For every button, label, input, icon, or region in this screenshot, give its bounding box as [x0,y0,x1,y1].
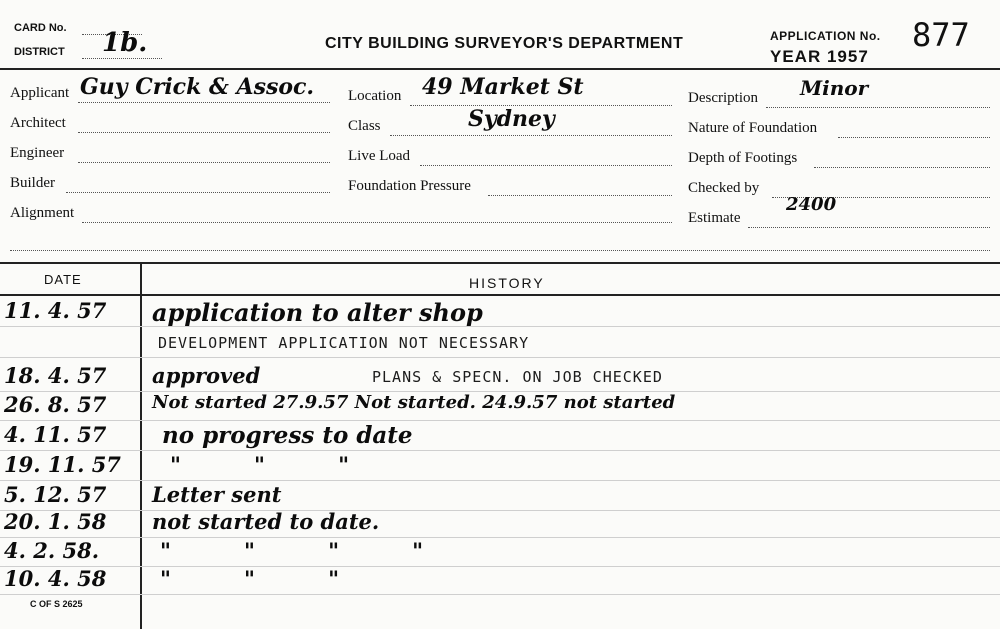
architect-line [78,132,330,133]
foundation-pressure-label: Foundation Pressure [348,178,471,194]
alignment-line [82,222,672,223]
live-load-line [420,165,672,166]
row-date: 26. 8. 57 [4,392,107,417]
row-history: " " " " [160,538,424,563]
estimate-label: Estimate [688,210,741,226]
row-history: application to alter shop [152,298,483,327]
department-title: CITY BUILDING SURVEYOR'S DEPARTMENT [325,35,684,52]
history-row [0,565,1000,595]
depth-line [814,167,990,168]
row-history: no progress to date [162,422,413,449]
estimate-value: 2400 [786,194,837,215]
row-date: 19. 11. 57 [4,452,121,477]
location-label: Location [348,88,402,104]
applicant-label: Applicant [10,85,70,101]
application-number: 877 [912,16,970,54]
date-header: DATE [44,272,82,287]
row-date: 4. 11. 57 [4,422,107,447]
foundation-pressure-line [488,195,672,196]
depth-label: Depth of Footings [688,150,798,166]
estimate-line [748,227,990,228]
history-row [0,297,1000,327]
card-no-label: CARD No. [14,22,67,34]
district-line [82,58,162,59]
description-line [766,107,990,108]
row-date: 4. 2. 58. [4,538,100,563]
district-value: 1b. [102,28,148,58]
row-date: 11. 4. 57 [4,298,107,323]
description-label: Description [688,90,758,106]
row-history: Letter sent [152,482,282,507]
class-value: Sydney [468,106,555,132]
table-header-rule [0,294,1000,296]
description-value: Minor [800,76,869,100]
row-date: 5. 12. 57 [4,482,107,507]
engineer-line [78,162,330,163]
class-label: Class [348,118,381,134]
alignment-label: Alignment [10,205,75,221]
row-stamp: PLANS & SPECN. ON JOB CHECKED [372,368,663,386]
row-history: " " " [160,566,340,591]
history-row [0,328,1000,358]
builder-label: Builder [10,175,55,191]
nature-label: Nature of Foundation [688,120,818,136]
history-row [0,451,1000,481]
row-history: Not started 27.9.57 Not started. 24.9.57 not started [152,392,676,413]
builder-line [66,192,330,193]
history-row [0,391,1000,421]
history-row [0,481,1000,511]
nature-line [838,137,990,138]
row-date: 20. 1. 58 [4,509,107,534]
location-value: 49 Market St [422,74,584,100]
applicant-line [78,102,330,103]
form-code: C OF S 2625 [30,599,83,609]
engineer-label: Engineer [10,145,65,161]
header-rule [0,68,1000,70]
year-label: YEAR 1957 [770,47,869,66]
history-row [0,537,1000,567]
row-date: 18. 4. 57 [4,363,107,388]
row-stamp: DEVELOPMENT APPLICATION NOT NECESSARY [158,334,530,352]
history-row [0,508,1000,538]
row-history: not started to date. [152,509,380,534]
history-row-blank [0,595,1000,624]
table-top-rule [0,262,1000,264]
checked-label: Checked by [688,180,760,196]
history-row [0,362,1000,392]
district-label: DISTRICT [14,46,65,58]
application-label: APPLICATION No. [770,29,881,43]
live-load-label: Live Load [348,148,411,164]
history-row [0,421,1000,451]
applicant-value: Guy Crick & Assoc. [80,74,315,100]
row-history: approved [152,363,261,388]
blank-line [10,250,990,251]
architect-label: Architect [10,115,66,131]
history-header: HISTORY [469,275,545,291]
class-line [390,135,672,136]
row-history: " " " [170,452,350,477]
row-date: 10. 4. 58 [4,566,107,591]
